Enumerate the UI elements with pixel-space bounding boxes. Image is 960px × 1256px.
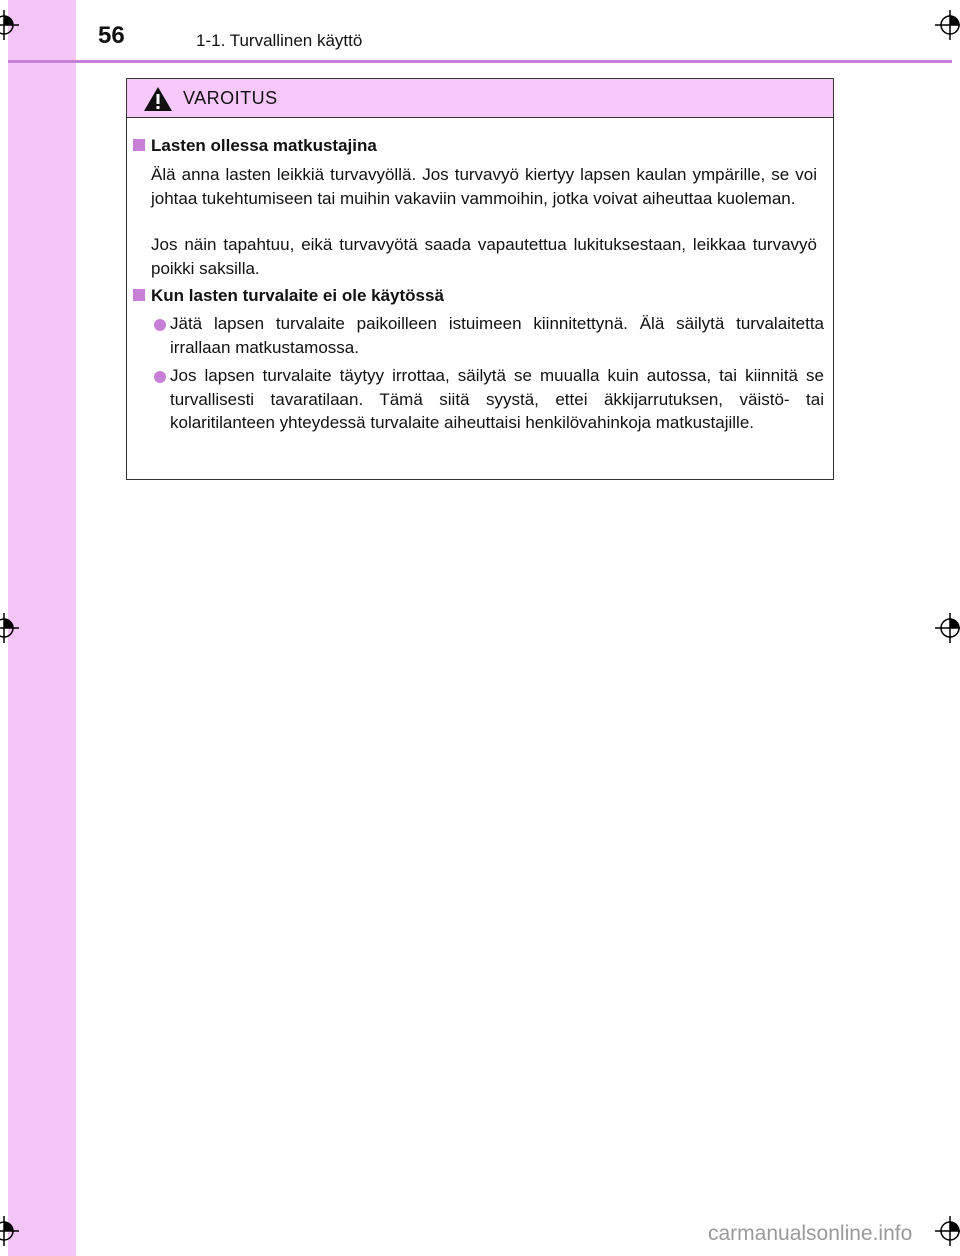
- registration-mark-icon: [935, 1216, 960, 1246]
- registration-mark-icon: [935, 613, 960, 643]
- page-number: 56: [98, 22, 125, 49]
- square-bullet-icon: [133, 139, 145, 151]
- warning-box: [126, 78, 834, 480]
- registration-mark-icon: [0, 10, 19, 40]
- bullet-text: Jätä lapsen turvalaite paikoilleen istuimeen kiinnitettynä. Älä säilytä turvalaitetta irrallaan matkustamossa.: [170, 314, 824, 357]
- square-bullet-icon: [133, 289, 145, 301]
- warning-title: VAROITUS: [183, 88, 278, 108]
- watermark: carmanualsonline.info: [708, 1222, 913, 1245]
- paragraph: Jos näin tapahtuu, eikä turvavyötä saada vapautettua lukituksestaan, leikkaa turvavyö poikki saksilla.: [151, 235, 817, 278]
- bullet-dot-icon: [154, 319, 166, 331]
- section-heading: Kun lasten turvalaite ei ole käytössä: [133, 286, 444, 306]
- warning-header: [127, 79, 833, 118]
- registration-mark-icon: [0, 613, 19, 643]
- registration-mark-icon: [0, 1216, 19, 1246]
- header-rule: [8, 60, 952, 63]
- bullet-dot-icon: [154, 371, 166, 383]
- section-heading: Lasten ollessa matkustajina: [133, 136, 377, 156]
- section-title: 1-1. Turvallinen käyttö: [196, 31, 363, 50]
- warning-triangle-icon: [143, 86, 173, 112]
- bullet-text: Jos lapsen turvalaite täytyy irrottaa, säilytä se muualla kuin autossa, tai kiinnitä se turvallisesti tavaratilaan. Tämä siitä syystä, ettei äkkijarrutuksen, väistö- tai kolaritilanteen yhteydessä turvalaite aiheuttaisi henkilövahinkoja matkustajille.: [170, 366, 824, 432]
- registration-mark-icon: [935, 10, 960, 40]
- paragraph: Älä anna lasten leikkiä turvavyöllä. Jos turvavyö kiertyy lapsen kaulan ympärille, se voi johtaa tukehtumiseen tai muihin vakaviin vammoihin, jotka voivat aiheuttaa kuoleman.: [151, 165, 817, 208]
